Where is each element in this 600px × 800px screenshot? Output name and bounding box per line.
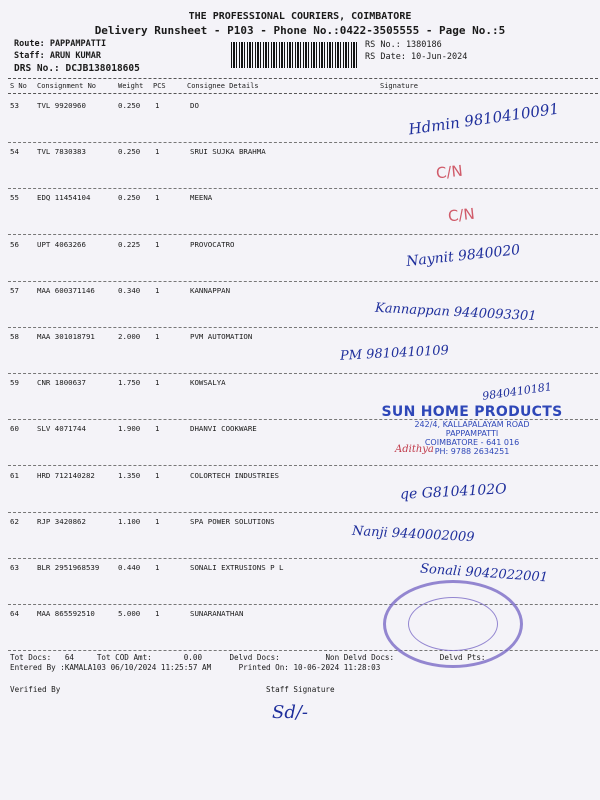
col-sno: S No xyxy=(10,82,27,90)
cell-consignment: RJP 3420862 xyxy=(37,516,86,526)
row-divider xyxy=(8,327,598,328)
row-divider xyxy=(8,512,598,513)
cell-consignee: DHANVI COOKWARE xyxy=(190,424,257,434)
signature-58: PM 9810410109 xyxy=(339,343,450,364)
cell-weight: 0.440 xyxy=(118,563,141,572)
cell-consignment: SLV 4071744 xyxy=(37,424,86,434)
cell-consignment: UPT 4063266 xyxy=(37,239,86,249)
row-divider xyxy=(8,142,598,143)
cell-pcs: 1 xyxy=(155,147,160,157)
cell-consignment: EDQ 11454104 xyxy=(37,193,91,203)
cell-consignment: TVL 7830383 xyxy=(37,147,86,157)
cell-consignment: BLR 2951968539 xyxy=(37,563,100,572)
row-divider xyxy=(8,234,598,235)
cell-weight: 1.350 xyxy=(118,470,141,480)
col-consignee: Consignee Details xyxy=(187,82,259,90)
cell-weight: 1.100 xyxy=(118,516,141,526)
signature-57: Kannappan 9440093301 xyxy=(374,300,537,325)
table-row xyxy=(0,332,600,378)
cell-sno: 58 xyxy=(10,332,19,341)
cell-consignee: SONALI EXTRUSIONS P L xyxy=(190,563,284,572)
signature-60: Adithya xyxy=(395,444,434,455)
cell-pcs: 1 xyxy=(155,332,160,341)
row-divider xyxy=(8,558,598,559)
cell-weight: 0.250 xyxy=(118,193,141,203)
cell-pcs: 1 xyxy=(155,470,160,480)
stamp-city: COIMBATORE - 641 016 xyxy=(424,438,520,447)
cell-weight: 5.000 xyxy=(118,609,141,619)
stamp-area: PAPPAMPATTI xyxy=(445,429,499,438)
cell-consignment: CNR 1800637 xyxy=(37,378,86,388)
barcode xyxy=(231,42,357,68)
signature-55: C/N xyxy=(447,204,476,226)
meta-right xyxy=(365,39,467,63)
header-divider-bottom xyxy=(8,93,598,94)
col-consignment: Consignment No xyxy=(37,82,97,90)
row-divider xyxy=(8,188,598,189)
verified-by-label: Verified By xyxy=(10,685,61,694)
cell-consignee: KANNAPPAN xyxy=(190,285,231,295)
signature-61: qe G8104102O xyxy=(399,481,508,503)
cell-consignee: DO xyxy=(190,101,199,110)
cell-sno: 59 xyxy=(10,378,19,388)
rs-date: RS Date: 10-Jun-2024 xyxy=(365,52,468,62)
cell-consignee: SRUI SUJKA BRAHMA xyxy=(190,147,266,157)
cell-weight: 0.225 xyxy=(118,239,141,249)
runsheet-subtitle: Delivery Runsheet - P103 - Phone No.:0422-3505555 - Page No.:5 xyxy=(94,24,506,37)
cell-pcs: 1 xyxy=(155,563,160,572)
signature-59: 9840410181 xyxy=(481,380,553,403)
cell-pcs: 1 xyxy=(155,193,160,203)
cell-pcs: 1 xyxy=(155,378,160,388)
staff-signature: Sd/- xyxy=(272,702,308,723)
cell-sno: 62 xyxy=(10,516,19,526)
route-label: Route: PAPPAMPATTI xyxy=(14,39,107,49)
company-stamp xyxy=(372,404,572,468)
signature-63: Sonali 9042022001 xyxy=(419,561,549,586)
col-pcs: PCS xyxy=(153,82,166,90)
cell-weight: 2.000 xyxy=(118,332,141,341)
footer-totals: Tot Docs: 64 Tot COD Amt: 0.00 Delvd Docs: Non Delvd Docs: Delvd Pts: xyxy=(10,653,486,662)
cell-sno: 61 xyxy=(10,470,19,480)
cell-consignee: MEENA xyxy=(190,193,213,203)
cell-pcs: 1 xyxy=(155,424,160,434)
signature-62: Nanji 9440002009 xyxy=(351,523,475,546)
cell-consignment: MAA 301018791 xyxy=(37,332,95,341)
cell-consignee: KOWSALYA xyxy=(190,378,226,388)
cell-consignee: SPA POWER SOLUTIONS xyxy=(190,516,275,526)
row-divider xyxy=(8,373,598,374)
header-divider-top xyxy=(8,78,598,79)
table-row xyxy=(0,193,600,239)
company-title: THE PROFESSIONAL COURIERS, COIMBATORE xyxy=(188,11,412,22)
cell-weight: 1.900 xyxy=(118,424,141,434)
rs-no: RS No.: 1380186 xyxy=(365,40,442,50)
cell-consignee: SUNARANATHAN xyxy=(190,609,244,619)
row-divider xyxy=(8,281,598,282)
meta-left xyxy=(14,39,140,75)
cell-pcs: 1 xyxy=(155,239,160,249)
cell-pcs: 1 xyxy=(155,609,160,619)
cell-weight: 0.250 xyxy=(118,101,141,110)
cell-sno: 55 xyxy=(10,193,19,203)
cell-weight: 1.750 xyxy=(118,378,141,388)
cell-sno: 54 xyxy=(10,147,19,157)
cell-sno: 64 xyxy=(10,609,19,619)
cell-sno: 57 xyxy=(10,285,19,295)
row-divider xyxy=(8,650,598,651)
stamp-phone: PH: 9788 2634251 xyxy=(434,447,510,456)
cell-weight: 0.250 xyxy=(118,147,141,157)
signature-53: Hdmin 9810410091 xyxy=(407,99,561,139)
cell-consignment: MAA 600371146 xyxy=(37,285,95,295)
cell-consignee: COLORTECH INDUSTRIES xyxy=(190,470,279,480)
cell-sno: 56 xyxy=(10,239,19,249)
drs-label: DRS No.: DCJB138018605 xyxy=(14,63,140,74)
table-row xyxy=(0,147,600,193)
cell-pcs: 1 xyxy=(155,516,160,526)
stamp-company-name: SUN HOME PRODUCTS xyxy=(381,404,563,420)
cell-pcs: 1 xyxy=(155,285,160,295)
table-row xyxy=(0,517,600,563)
cell-consignment: HRD 712140282 xyxy=(37,470,95,480)
cell-weight: 0.340 xyxy=(118,285,141,295)
col-signature: Signature xyxy=(380,82,418,90)
stamp-address: 242/4, KALLAPALAYAM ROAD xyxy=(414,420,530,429)
round-stamp-inner xyxy=(408,597,498,651)
cell-pcs: 1 xyxy=(155,101,160,110)
cell-consignment: MAA 865592510 xyxy=(37,609,95,619)
table-row xyxy=(0,471,600,517)
signature-54: C/N xyxy=(435,161,464,183)
cell-sno: 63 xyxy=(10,563,19,572)
col-weight: Weight xyxy=(118,82,144,90)
cell-consignment: TVL 9920960 xyxy=(37,101,86,110)
staff-label: Staff: ARUN KUMAR xyxy=(14,50,101,61)
cell-consignee: PVM AUTOMATION xyxy=(190,332,253,341)
cell-sno: 60 xyxy=(10,424,19,434)
cell-sno: 53 xyxy=(10,101,19,110)
cell-consignee: PROVOCATRO xyxy=(190,239,235,249)
footer-entered: Entered By :KAMALA103 06/10/2024 11:25:57 AM Printed On: 10-06-2024 11:28:03 xyxy=(10,663,381,672)
signature-56: Naynit 9840020 xyxy=(405,242,521,270)
staff-signature-label: Staff Signature xyxy=(266,685,335,694)
